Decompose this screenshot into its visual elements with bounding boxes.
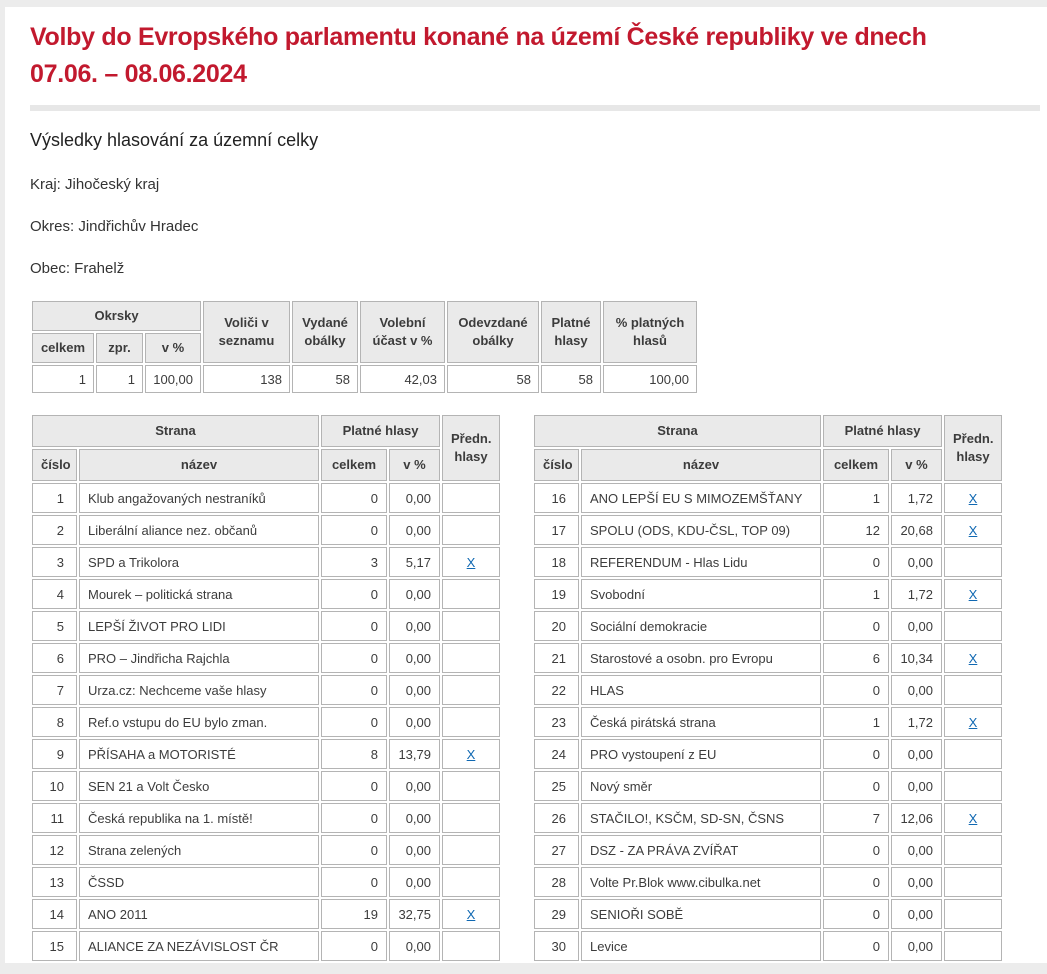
- party-votes-total: 0: [321, 803, 387, 833]
- preferential-votes-cell: [944, 739, 1002, 769]
- preferential-votes-cell: [442, 579, 500, 609]
- party-votes-total: 6: [823, 643, 889, 673]
- party-number: 23: [534, 707, 579, 737]
- party-header-platne-hlasy: Platné hlasy: [823, 415, 942, 447]
- preferential-votes-cell: [442, 515, 500, 545]
- preferential-votes-cell: [944, 931, 1002, 961]
- party-row: [32, 707, 500, 737]
- party-header-predn-hlasy: Předn. hlasy: [442, 415, 500, 481]
- party-votes-total: 0: [823, 611, 889, 641]
- preferential-votes-cell: [944, 675, 1002, 705]
- party-votes-pct: 0,00: [891, 675, 942, 705]
- party-header-platne-hlasy: Platné hlasy: [321, 415, 440, 447]
- party-name: Ref.o vstupu do EU bylo zman.: [79, 707, 319, 737]
- party-votes-pct: 0,00: [389, 515, 440, 545]
- preferential-votes-cell: [442, 835, 500, 865]
- preferential-votes-cell[interactable]: [944, 707, 1002, 737]
- party-name: LEPŠÍ ŽIVOT PRO LIDI: [79, 611, 319, 641]
- party-header-v-pct: v %: [389, 449, 440, 481]
- preferential-votes-cell[interactable]: [944, 515, 1002, 545]
- party-number: 1: [32, 483, 77, 513]
- party-row: [32, 579, 500, 609]
- preferential-votes-cell: [944, 899, 1002, 929]
- preferential-votes-cell: [442, 611, 500, 641]
- party-number: 2: [32, 515, 77, 545]
- party-row: [32, 931, 500, 961]
- party-row: [32, 771, 500, 801]
- party-votes-pct: 0,00: [891, 611, 942, 641]
- preferential-votes-cell[interactable]: [944, 643, 1002, 673]
- party-number: 4: [32, 579, 77, 609]
- party-header-predn-hlasy: Předn. hlasy: [944, 415, 1002, 481]
- party-header-v-pct: v %: [891, 449, 942, 481]
- party-votes-total: 0: [321, 483, 387, 513]
- party-votes-total: 0: [321, 643, 387, 673]
- party-number: 15: [32, 931, 77, 961]
- party-name: STAČILO!, KSČM, SD-SN, ČSNS: [581, 803, 821, 833]
- party-name: DSZ - ZA PRÁVA ZVÍŘAT: [581, 835, 821, 865]
- preferential-votes-cell: [442, 771, 500, 801]
- party-header-strana: Strana: [534, 415, 821, 447]
- party-votes-total: 3: [321, 547, 387, 577]
- party-votes-pct: 0,00: [891, 899, 942, 929]
- party-name: ANO 2011: [79, 899, 319, 929]
- party-votes-total: 0: [823, 835, 889, 865]
- page-title-line-1: Volby do Evropského parlamentu konané na území České republiky ve dnech: [30, 23, 927, 51]
- page-title: [30, 7, 1047, 93]
- party-votes-total: 19: [321, 899, 387, 929]
- title-divider: [30, 105, 1040, 111]
- returned-envelopes-value: 58: [447, 365, 539, 393]
- party-votes-pct: 0,00: [389, 835, 440, 865]
- party-number: 21: [534, 643, 579, 673]
- party-votes-total: 0: [321, 675, 387, 705]
- preferential-votes-link[interactable]: X: [968, 650, 978, 666]
- party-number: 19: [534, 579, 579, 609]
- party-votes-total: 0: [321, 515, 387, 545]
- party-votes-pct: 0,00: [389, 483, 440, 513]
- party-votes-total: 0: [321, 579, 387, 609]
- party-votes-pct: 1,72: [891, 483, 942, 513]
- party-votes-total: 1: [823, 707, 889, 737]
- party-number: 10: [32, 771, 77, 801]
- preferential-votes-link[interactable]: X: [968, 714, 978, 730]
- okrsky-pct-value: 100,00: [145, 365, 201, 393]
- party-row: [32, 835, 500, 865]
- party-number: 17: [534, 515, 579, 545]
- party-name: SPD a Trikolora: [79, 547, 319, 577]
- preferential-votes-cell: [944, 547, 1002, 577]
- party-header-strana: Strana: [32, 415, 319, 447]
- party-row: [32, 515, 500, 545]
- party-votes-pct: 32,75: [389, 899, 440, 929]
- okrsky-group-header: Okrsky: [32, 301, 201, 331]
- party-name: REFERENDUM - Hlas Lidu: [581, 547, 821, 577]
- preferential-votes-cell: [442, 803, 500, 833]
- party-votes-pct: 0,00: [891, 771, 942, 801]
- party-results-section: [30, 413, 1047, 963]
- party-name: Klub angažovaných nestraníků: [79, 483, 319, 513]
- preferential-votes-link[interactable]: X: [968, 522, 978, 538]
- party-row: [534, 899, 1002, 929]
- party-name: Sociální demokracie: [581, 611, 821, 641]
- party-number: 27: [534, 835, 579, 865]
- party-votes-pct: 0,00: [891, 931, 942, 961]
- okrsky-pct-header: v %: [145, 333, 201, 363]
- party-number: 3: [32, 547, 77, 577]
- page-content: [5, 7, 1047, 963]
- party-number: 22: [534, 675, 579, 705]
- party-header-celkem: celkem: [823, 449, 889, 481]
- party-row: [534, 483, 1002, 513]
- party-name: SENIOŘI SOBĚ: [581, 899, 821, 929]
- party-votes-total: 0: [823, 675, 889, 705]
- party-votes-total: 0: [823, 931, 889, 961]
- party-votes-pct: 0,00: [891, 547, 942, 577]
- party-row: [534, 931, 1002, 961]
- party-votes-pct: 0,00: [389, 675, 440, 705]
- party-votes-total: 0: [823, 547, 889, 577]
- turnout-summary-table: [30, 299, 699, 395]
- party-number: 29: [534, 899, 579, 929]
- party-name: Svobodní: [581, 579, 821, 609]
- party-votes-total: 0: [321, 611, 387, 641]
- party-row: [534, 547, 1002, 577]
- voters-value: 138: [203, 365, 290, 393]
- party-name: PŘÍSAHA a MOTORISTÉ: [79, 739, 319, 769]
- party-votes-pct: 13,79: [389, 739, 440, 769]
- party-votes-pct: 1,72: [891, 707, 942, 737]
- party-number: 13: [32, 867, 77, 897]
- party-name: Urza.cz: Nechceme vaše hlasy: [79, 675, 319, 705]
- party-votes-pct: 0,00: [891, 867, 942, 897]
- party-votes-total: 8: [321, 739, 387, 769]
- okrsky-total-header: celkem: [32, 333, 94, 363]
- page-title-line-2: 07.06. – 08.06.2024: [30, 60, 247, 88]
- preferential-votes-cell: [944, 771, 1002, 801]
- preferential-votes-cell[interactable]: [944, 803, 1002, 833]
- preferential-votes-cell[interactable]: [442, 547, 500, 577]
- party-votes-total: 1: [823, 579, 889, 609]
- party-votes-total: 0: [823, 899, 889, 929]
- party-number: 8: [32, 707, 77, 737]
- region-line-obec: Obec: Frahelž: [30, 260, 125, 277]
- party-votes-pct: 0,00: [389, 579, 440, 609]
- party-row: [32, 483, 500, 513]
- party-votes-pct: 5,17: [389, 547, 440, 577]
- party-row: [32, 611, 500, 641]
- party-row: [534, 611, 1002, 641]
- party-row: [32, 867, 500, 897]
- section-heading: Výsledky hlasování za územní celky: [30, 130, 319, 150]
- party-row: [32, 739, 500, 769]
- party-name: Liberální aliance nez. občanů: [79, 515, 319, 545]
- returned-envelopes-header: Odevzdané obálky: [447, 301, 539, 363]
- preferential-votes-cell[interactable]: [442, 899, 500, 929]
- party-name: SEN 21 a Volt Česko: [79, 771, 319, 801]
- party-votes-total: 0: [321, 867, 387, 897]
- okrsky-processed-value: 1: [96, 365, 143, 393]
- party-name: Česká pirátská strana: [581, 707, 821, 737]
- preferential-votes-cell: [442, 867, 500, 897]
- voters-header: Voliči v seznamu: [203, 301, 290, 363]
- party-votes-pct: 0,00: [891, 739, 942, 769]
- preferential-votes-cell: [442, 483, 500, 513]
- party-votes-total: 1: [823, 483, 889, 513]
- party-number: 12: [32, 835, 77, 865]
- party-number: 6: [32, 643, 77, 673]
- party-name: Nový směr: [581, 771, 821, 801]
- party-votes-total: 0: [823, 771, 889, 801]
- party-row: [534, 515, 1002, 545]
- party-votes-total: 0: [321, 835, 387, 865]
- party-row: [534, 867, 1002, 897]
- party-number: 7: [32, 675, 77, 705]
- party-votes-total: 0: [823, 867, 889, 897]
- party-number: 20: [534, 611, 579, 641]
- party-votes-total: 0: [321, 771, 387, 801]
- party-name: Mourek – politická strana: [79, 579, 319, 609]
- party-votes-pct: 0,00: [389, 611, 440, 641]
- party-name: ANO LEPŠÍ EU S MIMOZEMŠŤANY: [581, 483, 821, 513]
- party-votes-pct: 0,00: [389, 643, 440, 673]
- okrsky-processed-header: zpr.: [96, 333, 143, 363]
- party-votes-pct: 0,00: [891, 835, 942, 865]
- party-name: PRO vystoupení z EU: [581, 739, 821, 769]
- party-name: Volte Pr.Blok www.cibulka.net: [581, 867, 821, 897]
- party-name: PRO – Jindřicha Rajchla: [79, 643, 319, 673]
- preferential-votes-link[interactable]: X: [968, 810, 978, 826]
- party-votes-total: 0: [321, 707, 387, 737]
- preferential-votes-link[interactable]: X: [968, 490, 978, 506]
- preferential-votes-cell: [944, 867, 1002, 897]
- party-number: 25: [534, 771, 579, 801]
- party-name: Starostové a osobn. pro Evropu: [581, 643, 821, 673]
- party-number: 28: [534, 867, 579, 897]
- preferential-votes-cell[interactable]: [442, 739, 500, 769]
- party-name: ALIANCE ZA NEZÁVISLOST ČR: [79, 931, 319, 961]
- party-number: 18: [534, 547, 579, 577]
- party-row: [32, 675, 500, 705]
- party-header-celkem: celkem: [321, 449, 387, 481]
- party-votes-pct: 0,00: [389, 931, 440, 961]
- party-number: 16: [534, 483, 579, 513]
- preferential-votes-cell[interactable]: [944, 483, 1002, 513]
- party-row: [32, 643, 500, 673]
- party-votes-pct: 0,00: [389, 803, 440, 833]
- preferential-votes-cell: [442, 643, 500, 673]
- party-row: [534, 707, 1002, 737]
- region-line-kraj: Kraj: Jihočeský kraj: [30, 176, 160, 193]
- preferential-votes-cell[interactable]: [944, 579, 1002, 609]
- party-row: [32, 803, 500, 833]
- party-number: 5: [32, 611, 77, 641]
- party-votes-pct: 1,72: [891, 579, 942, 609]
- party-results-table-right: [532, 413, 1004, 963]
- preferential-votes-link[interactable]: X: [466, 906, 476, 922]
- party-name: Levice: [581, 931, 821, 961]
- preferential-votes-link[interactable]: X: [466, 746, 476, 762]
- okrsky-total-value: 1: [32, 365, 94, 393]
- party-name: ČSSD: [79, 867, 319, 897]
- party-row: [534, 675, 1002, 705]
- party-name: SPOLU (ODS, KDU-ČSL, TOP 09): [581, 515, 821, 545]
- party-number: 9: [32, 739, 77, 769]
- party-number: 24: [534, 739, 579, 769]
- preferential-votes-cell: [442, 675, 500, 705]
- party-row: [534, 579, 1002, 609]
- party-row: [32, 899, 500, 929]
- preferential-votes-link[interactable]: X: [968, 586, 978, 602]
- party-row: [534, 803, 1002, 833]
- party-header-cislo: číslo: [534, 449, 579, 481]
- valid-votes-pct-header: % platných hlasů: [603, 301, 697, 363]
- party-number: 30: [534, 931, 579, 961]
- issued-envelopes-value: 58: [292, 365, 358, 393]
- region-line-okres: Okres: Jindřichův Hradec: [30, 218, 199, 235]
- party-row: [534, 643, 1002, 673]
- preferential-votes-cell: [442, 707, 500, 737]
- party-votes-pct: 0,00: [389, 771, 440, 801]
- party-name: HLAS: [581, 675, 821, 705]
- summary-row: [32, 365, 697, 393]
- party-votes-pct: 10,34: [891, 643, 942, 673]
- party-row: [534, 835, 1002, 865]
- preferential-votes-cell: [442, 931, 500, 961]
- party-row: [534, 771, 1002, 801]
- party-row: [32, 547, 500, 577]
- party-votes-pct: 0,00: [389, 867, 440, 897]
- party-number: 14: [32, 899, 77, 929]
- party-votes-pct: 20,68: [891, 515, 942, 545]
- party-number: 11: [32, 803, 77, 833]
- valid-votes-pct-value: 100,00: [603, 365, 697, 393]
- party-row: [534, 739, 1002, 769]
- turnout-header: Volební účast v %: [360, 301, 445, 363]
- party-votes-total: 7: [823, 803, 889, 833]
- preferential-votes-cell: [944, 611, 1002, 641]
- party-header-nazev: název: [581, 449, 821, 481]
- party-votes-total: 0: [823, 739, 889, 769]
- party-header-cislo: číslo: [32, 449, 77, 481]
- party-votes-pct: 12,06: [891, 803, 942, 833]
- party-votes-total: 0: [321, 931, 387, 961]
- party-votes-total: 12: [823, 515, 889, 545]
- party-header-nazev: název: [79, 449, 319, 481]
- party-name: Česká republika na 1. místě!: [79, 803, 319, 833]
- turnout-value: 42,03: [360, 365, 445, 393]
- valid-votes-header: Platné hlasy: [541, 301, 601, 363]
- party-name: Strana zelených: [79, 835, 319, 865]
- party-results-table-left: [30, 413, 502, 963]
- party-number: 26: [534, 803, 579, 833]
- preferential-votes-link[interactable]: X: [466, 554, 476, 570]
- valid-votes-value: 58: [541, 365, 601, 393]
- party-votes-pct: 0,00: [389, 707, 440, 737]
- issued-envelopes-header: Vydané obálky: [292, 301, 358, 363]
- preferential-votes-cell: [944, 835, 1002, 865]
